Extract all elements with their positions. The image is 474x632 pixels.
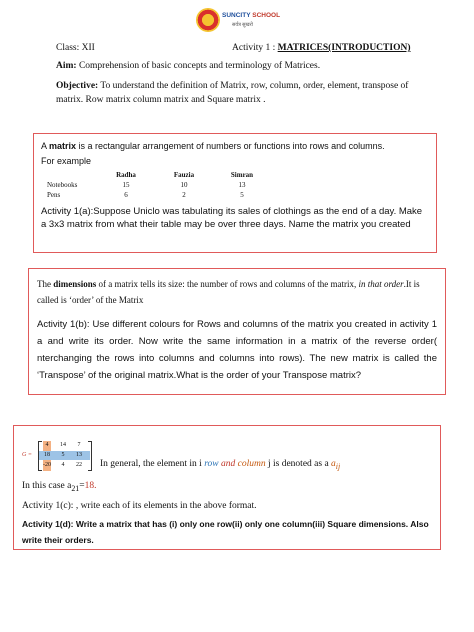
- element-notation-box: [13, 425, 441, 550]
- school-name: SUNCITY SCHOOL: [222, 12, 281, 19]
- dimensions-box: [28, 268, 446, 395]
- matrix-cell: 22: [76, 462, 82, 468]
- matrix-cell: 5: [61, 452, 65, 458]
- activity-1c: Activity 1(c): , write each of its elements in the above format.: [22, 500, 257, 511]
- example-table: [47, 170, 271, 200]
- for-example-label: For example: [41, 156, 92, 166]
- matrix-cell: -20: [43, 462, 51, 468]
- matrix-cell: 14: [60, 442, 66, 448]
- objective-line: Objective: To understand the definition of Matrix, row, column, order, element, transpose of matrix. Row matrix column matrix and Square matrix .: [56, 81, 409, 105]
- aim-line: Aim: Comprehension of basic concepts and terminology of Matrices.: [56, 61, 321, 71]
- activity-title: Activity 1 : MATRICES(INTRODUCTION): [232, 43, 411, 53]
- matrix-cell: 18: [44, 452, 50, 458]
- matrix-cell: 13: [76, 452, 82, 458]
- example-matrix: G = 4 14 7 18 5 13 -20 4 22: [22, 439, 96, 473]
- matrix-cell: 4: [61, 462, 65, 468]
- general-notation: In general, the element in i row and column j is denoted as a $a_{ij}$: [100, 459, 341, 471]
- table-header: Simran: [230, 171, 254, 179]
- case-example: In this case $a_{21}=18$.: [22, 481, 97, 493]
- matrix-cell: 4: [45, 442, 49, 448]
- table-row: Notebooks 15 10 13: [47, 181, 246, 189]
- table-row: Pens 6 2 5: [47, 191, 244, 199]
- class-label: Class: XII: [56, 43, 95, 53]
- matrix-cell: 7: [77, 442, 81, 448]
- dimensions-definition: The dimensions of a matrix tells its size: the number of rows and columns of the matrix, in that order.It is called is ‘order’ of the Matrix: [37, 279, 420, 305]
- activity-1d: Activity 1(d): Write a matrix that has (i) only one row(ii) only one column(iii) Square dimensions. Also write their orders.: [22, 518, 429, 545]
- school-seal-icon: [196, 8, 220, 32]
- table-header: Fauzia: [173, 171, 195, 179]
- school-tagline: सर्वत्र सुखरो: [232, 23, 253, 28]
- school-logo: [196, 8, 281, 38]
- activity-1a: Activity 1(a):Suppose Uniclo was tabulating its sales of clothings as the end of a day. Make a 3x3 matrix from what their table may be over three days. Name the matrix you created: [41, 206, 423, 230]
- matrix-definition-box: [33, 133, 437, 253]
- matrix-definition: A matrix is a rectangular arrangement of numbers or functions into rows and columns.: [41, 141, 385, 151]
- activity-1b: Activity 1(b): Use different colours for Rows and columns of the matrix you created in activity 1 a and write its order. Now write the same information in a matrix of the reverse order( nterchanging the rows into columns and columns into rows). The new matrix is called the ‘Transpose’ of the original matrix.What is the order of your Transpose matrix?: [37, 319, 437, 381]
- table-header: Radha: [116, 171, 136, 179]
- worksheet-header: [56, 43, 426, 107]
